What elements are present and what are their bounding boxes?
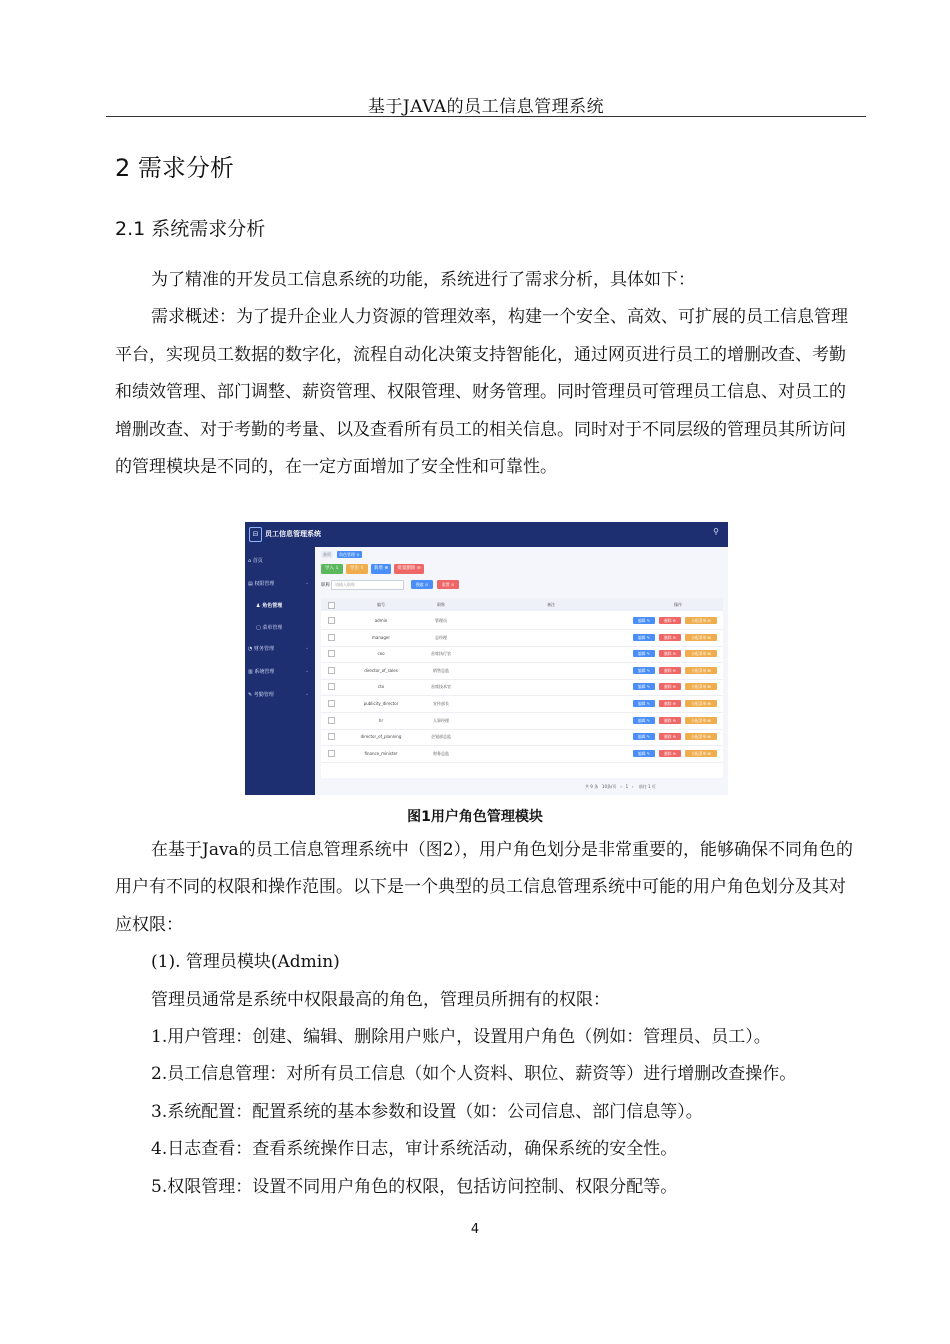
role-management-screenshot [245, 522, 728, 795]
intro-text [115, 262, 860, 486]
paragraph: 需求概述：为了提升企业人力资源的管理效率，构建一个安全、高效、可扩展的员工信息管理平台，实现员工数据的数字化，流程自动化决策支持智能化，通过网页进行员工的增删改查、考勤和绩效管理、部门调整、薪资管理、权限管理、财务管理。同时管理员可管理员工信息、对员工的增删改查、对于考勤的考量、以及查看所有员工的相关信息。同时对于不同层级的管理员其所访问的管理模块是不同的，在一定方面增加了安全性和可靠性。 [115, 307, 848, 478]
cell-title: 宣传部长 [433, 701, 449, 706]
paragraph: 管理员通常是系统中权限最高的角色，管理员所拥有的权限： [151, 989, 610, 1010]
breadcrumb-role-tab[interactable]: 角色管理 × [339, 552, 360, 557]
home-icon: ⌂ [248, 558, 252, 564]
figure-caption: 图1用户角色管理模块 [407, 809, 543, 825]
delete-button[interactable]: 删除 ⊖ [659, 700, 681, 707]
import-button[interactable]: 导入 ⇩ [321, 564, 343, 574]
table-row [321, 695, 723, 713]
goto-label: 前往 [638, 784, 647, 789]
paragraph: 5.权限管理：设置不同用户角色的权限，包括访问控制、权限分配等。 [151, 1176, 678, 1197]
app-sidebar [245, 547, 315, 795]
section-heading: 2.1 系统需求分析 [115, 218, 266, 240]
chevron-down-icon: ⌄ [305, 668, 310, 674]
cell-code: director_of_planning [360, 734, 402, 740]
cell-title: 人事经理 [433, 717, 449, 723]
cell-title: 总经理 [435, 634, 447, 640]
paragraph: 4.日志查看：查看系统操作日志，审计系统活动，确保系统的安全性。 [151, 1139, 678, 1160]
search-input[interactable]: 请输入职称 [331, 580, 404, 590]
breadcrumb-home[interactable]: 首页 [323, 552, 331, 557]
edit-button[interactable]: 编辑 ✎ [633, 733, 655, 740]
pen-icon: ✎ [248, 692, 253, 698]
sidebar-item-permission[interactable]: ▤ 权限管理 ⌄ [248, 580, 310, 587]
menu-icon: ▢ [256, 625, 261, 631]
system-icon: ▥ [248, 669, 253, 675]
table-row [321, 662, 723, 680]
table-row [321, 745, 723, 763]
edit-button[interactable]: 编辑 ✎ [633, 700, 655, 707]
finance-icon: ◔ [248, 646, 253, 652]
edit-button[interactable]: 编辑 ✎ [633, 683, 655, 690]
sidebar-item-role[interactable]: ♟ 角色管理 [256, 603, 283, 609]
row-checkbox[interactable] [328, 717, 335, 724]
cell-title: 销售总监 [433, 667, 449, 673]
chevron-down-icon: ⌄ [305, 580, 310, 586]
app-title: 员工信息管理系统 [265, 530, 321, 538]
edit-button[interactable]: 编辑 ✎ [633, 617, 655, 624]
assign-menu-button[interactable]: 分配菜单 ⊞ [685, 750, 717, 757]
assign-menu-button[interactable]: 分配菜单 ⊞ [685, 683, 717, 690]
sidebar-item-home[interactable]: ⌂ 首页 [248, 558, 263, 564]
delete-button[interactable]: 删除 ⊖ [659, 667, 681, 674]
body-text-2 [115, 832, 860, 1206]
row-checkbox[interactable] [328, 750, 335, 757]
table-row [321, 645, 723, 663]
cell-code: finance_minister [364, 750, 398, 756]
sidebar-item-attendance[interactable]: ✎ 考勤管理 ⌄ [248, 691, 310, 698]
delete-button[interactable]: 删除 ⊖ [659, 634, 681, 641]
page-size-select[interactable]: 10条/页 [601, 784, 617, 789]
app-topbar [245, 522, 728, 547]
cell-code: hr [378, 717, 384, 723]
cell-title: 管理员 [435, 618, 447, 623]
cell-code: manager [372, 634, 390, 640]
edit-button[interactable]: 编辑 ✎ [633, 750, 655, 757]
row-checkbox[interactable] [328, 650, 335, 657]
goto-input[interactable]: 1 [647, 784, 651, 789]
cell-title: 企划部总监 [431, 734, 451, 740]
page-header: 基于JAVA的员工信息管理系统 [367, 97, 605, 117]
assign-menu-button[interactable]: 分配菜单 ⊞ [685, 634, 717, 641]
paragraph: 为了精准的开发员工信息系统的功能，系统进行了需求分析，具体如下： [151, 270, 695, 290]
user-icon: ♟ [256, 603, 261, 609]
sidebar-item-finance[interactable]: ◔ 财务管理 ⌄ [248, 645, 310, 652]
cell-code: cto [377, 684, 385, 690]
assign-menu-button[interactable]: 分配菜单 ⊞ [685, 717, 717, 724]
paragraph: 2.员工信息管理：对所有员工信息（如个人资料、职位、薪资等）进行增删改查操作。 [151, 1064, 797, 1085]
cell-code: publicity_director [363, 701, 399, 706]
sidebar-item-system[interactable]: ▥ 系统管理 ⌄ [248, 668, 310, 675]
role-table [321, 598, 723, 778]
assign-menu-button[interactable]: 分配菜单 ⊞ [685, 733, 717, 740]
cell-title: 首席执行官 [431, 651, 451, 657]
total-count: 共 9 条 [585, 784, 599, 789]
table-row [321, 678, 723, 696]
row-checkbox[interactable] [328, 617, 335, 624]
assign-menu-button[interactable]: 分配菜单 ⊞ [685, 700, 717, 707]
pagination [585, 784, 725, 790]
edit-button[interactable]: 编辑 ✎ [633, 634, 655, 641]
edit-button[interactable]: 编辑 ✎ [633, 717, 655, 724]
delete-button[interactable]: 删除 ⊖ [659, 717, 681, 724]
paragraph: 1.用户管理：创建、编辑、删除用户账户，设置用户角色（例如：管理员、员工）。 [151, 1027, 771, 1048]
assign-menu-button[interactable]: 分配菜单 ⊞ [685, 617, 717, 624]
prev-page-button[interactable]: ‹ [620, 784, 622, 789]
list-icon: ▤ [248, 581, 253, 587]
paragraph: 3.系统配置：配置系统的基本参数和设置（如：公司信息、部门信息等）。 [151, 1101, 703, 1122]
table-row [321, 629, 723, 647]
delete-button[interactable]: 删除 ⊖ [659, 683, 681, 690]
cell-code: ceo [377, 651, 385, 657]
row-checkbox[interactable] [328, 683, 335, 690]
cell-code: admin [374, 618, 388, 623]
chapter-heading: 2 需求分析 [115, 154, 234, 182]
delete-button[interactable]: 删除 ⊖ [659, 750, 681, 757]
table-row [321, 712, 723, 730]
row-checkbox[interactable] [328, 700, 335, 707]
edit-button[interactable]: 编辑 ✎ [633, 667, 655, 674]
assign-menu-button[interactable]: 分配菜单 ⊞ [685, 650, 717, 657]
user-icon[interactable]: ⚲ [713, 527, 719, 536]
column-header-actions: 操作 [674, 602, 682, 607]
chevron-down-icon: ⌄ [305, 645, 310, 651]
batch-delete-button[interactable]: 批量删除 ⊖ [394, 564, 424, 574]
column-header-title: 职称 [437, 602, 445, 607]
header-rule [106, 116, 866, 117]
delete-button[interactable]: 删除 ⊖ [659, 617, 681, 624]
reset-button[interactable]: 重置 ⊙ [437, 580, 459, 589]
paragraph: (1). 管理员模块(Admin) [151, 952, 340, 973]
row-checkbox[interactable] [328, 667, 335, 674]
goto-unit: 页 [651, 784, 656, 789]
select-all-checkbox[interactable] [328, 602, 335, 609]
cell-title: 首席技术官 [431, 684, 451, 690]
app-main [315, 547, 728, 795]
table-header [321, 598, 723, 611]
sidebar-item-menu[interactable]: ▢ 菜单管理 [256, 625, 283, 631]
table-row [321, 612, 723, 630]
cell-code: director_of_sales [364, 667, 398, 673]
search-label: 职称 [321, 583, 330, 588]
column-header-code: 编号 [377, 602, 385, 607]
assign-menu-button[interactable]: 分配菜单 ⊞ [685, 667, 717, 674]
row-checkbox[interactable] [328, 733, 335, 740]
page-number: 4 [470, 1222, 480, 1237]
chevron-down-icon: ⌄ [305, 691, 310, 697]
current-page[interactable]: 1 [625, 784, 629, 789]
edit-button[interactable]: 编辑 ✎ [633, 650, 655, 657]
app-logo-icon: ⊟ [249, 527, 262, 542]
row-checkbox[interactable] [328, 634, 335, 641]
cell-title: 财务总监 [433, 750, 449, 756]
search-button[interactable]: 搜索 ⊙ [411, 580, 433, 589]
next-page-button[interactable]: › [632, 784, 634, 789]
table-row [321, 728, 723, 746]
delete-button[interactable]: 删除 ⊖ [659, 733, 681, 740]
export-button[interactable]: 导出 ⇧ [346, 564, 368, 574]
paragraph: 在基于Java的员工信息管理系统中（图2），用户角色划分是非常重要的，能够确保不同角色的用户有不同的权限和操作范围。以下是一个典型的员工信息管理系统中可能的用户角色划分及其对应权限： [115, 840, 854, 935]
delete-button[interactable]: 删除 ⊖ [659, 650, 681, 657]
add-button[interactable]: 新增 ⊕ [371, 564, 391, 574]
column-header-note: 备注 [547, 602, 555, 607]
